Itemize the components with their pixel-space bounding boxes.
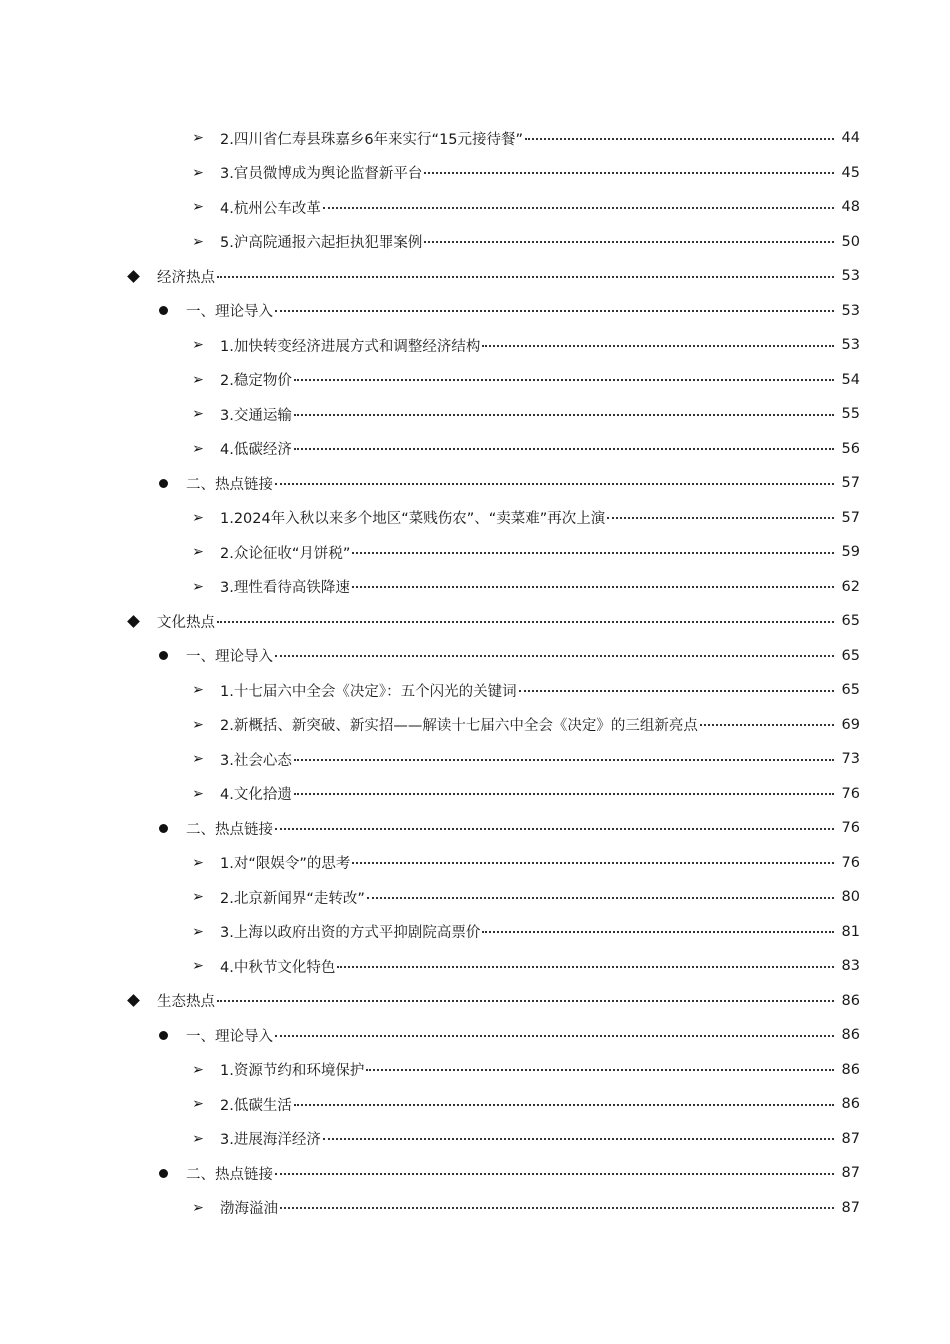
round-bullet-icon (155, 479, 171, 488)
arrow-bullet-icon (190, 510, 206, 526)
toc-entry-line (186, 1163, 836, 1184)
toc-entry-page-number: 87 (841, 1130, 860, 1147)
dot-leader (275, 1034, 834, 1037)
arrow-bullet-icon (190, 855, 206, 871)
toc-entry-title: 1.十七届六中全会《决定》：五个闪光的关键词 (220, 683, 517, 700)
arrow-bullet-icon (190, 441, 206, 457)
arrow-bullet-icon (190, 1131, 206, 1147)
toc-entry-page-number: 76 (841, 854, 860, 871)
toc-entry[interactable] (0, 777, 950, 812)
arrow-glyph: ➢ (192, 509, 204, 526)
toc-entry[interactable] (0, 432, 950, 467)
round-bullet-icon (155, 1031, 171, 1040)
toc-entry-page-number: 76 (841, 820, 860, 837)
toc-entry-line (186, 645, 836, 666)
toc-entry-page-number: 55 (841, 406, 860, 423)
toc-entry[interactable] (0, 915, 950, 950)
toc-entry[interactable] (0, 363, 950, 398)
dot-leader (366, 1068, 834, 1071)
toc-entry-page-number: 53 (841, 337, 860, 354)
toc-entry-title: 3.上海以政府出资的方式平抑剧院高票价 (220, 925, 481, 942)
arrow-bullet-icon (190, 372, 206, 388)
arrow-bullet-icon (190, 924, 206, 940)
table-of-contents (0, 121, 950, 1225)
dot-leader (275, 482, 834, 485)
toc-entry-title: 3.进展海洋经济 (220, 1132, 321, 1149)
dot-shape (159, 1169, 168, 1178)
arrow-bullet-icon (190, 717, 206, 733)
arrow-glyph: ➢ (192, 337, 204, 354)
dot-leader (294, 413, 834, 416)
arrow-bullet-icon (190, 786, 206, 802)
dot-leader (294, 1103, 834, 1106)
arrow-bullet-icon (190, 1200, 206, 1216)
toc-entry-line (186, 1025, 836, 1046)
toc-entry-page-number: 69 (841, 716, 860, 733)
toc-entry[interactable] (0, 984, 950, 1019)
toc-entry-page-number: 44 (841, 130, 860, 147)
toc-entry-page-number: 59 (841, 544, 860, 561)
dot-leader (337, 965, 834, 968)
toc-entry[interactable] (0, 190, 950, 225)
toc-entry-line (220, 1128, 836, 1149)
arrow-glyph: ➢ (192, 923, 204, 940)
dot-leader (294, 792, 834, 795)
toc-entry-page-number: 62 (841, 578, 860, 595)
toc-entry-page-number: 87 (841, 1165, 860, 1182)
toc-entry-line (186, 473, 836, 494)
toc-entry-title: 3.理性看待高铁降速 (220, 580, 350, 597)
dot-leader (424, 171, 834, 174)
toc-entry-line (186, 818, 836, 839)
toc-entry-page-number: 86 (841, 1096, 860, 1113)
dot-leader (323, 206, 834, 209)
toc-entry[interactable] (0, 742, 950, 777)
toc-entry-page-number: 65 (841, 613, 860, 630)
arrow-bullet-icon (190, 1062, 206, 1078)
toc-entry-title: 4.杭州公车改革 (220, 200, 321, 217)
toc-entry-title: 4.低碳经济 (220, 442, 292, 459)
toc-entry[interactable] (0, 466, 950, 501)
arrow-glyph: ➢ (192, 854, 204, 871)
toc-entry-page-number: 86 (841, 992, 860, 1009)
toc-entry-title: 2.稳定物价 (220, 373, 292, 390)
toc-entry-page-number: 86 (841, 1027, 860, 1044)
dot-shape (159, 824, 168, 833)
toc-entry-line (220, 438, 836, 459)
toc-entry-title: 2.新概括、新突破、新实招——解读十七届六中全会《决定》的三组新亮点 (220, 718, 698, 735)
toc-entry[interactable] (0, 949, 950, 984)
dot-leader (424, 240, 834, 243)
toc-entry-line (220, 576, 836, 597)
toc-entry-line (220, 231, 836, 252)
arrow-glyph: ➢ (192, 1199, 204, 1216)
toc-entry-line (220, 749, 836, 770)
toc-entry[interactable] (0, 1191, 950, 1226)
toc-entry-title: 2.四川省仁寿县珠嘉乡6年来实行“15元接待餐” (220, 131, 524, 148)
toc-entry-title: 1.加快转变经济进展方式和调整经济结构 (220, 338, 481, 355)
toc-entry-title: 2.众论征收“月饼税” (220, 545, 351, 562)
toc-entry-page-number: 81 (841, 923, 860, 940)
toc-entry-line (186, 300, 836, 321)
toc-entry-line (220, 335, 836, 356)
toc-entry-title: 4.文化拾遗 (220, 787, 292, 804)
toc-entry-title: 生态热点 (157, 994, 215, 1011)
round-bullet-icon (155, 824, 171, 833)
toc-entry-line (220, 162, 836, 183)
dot-leader (519, 689, 834, 692)
toc-entry[interactable] (0, 328, 950, 363)
toc-entry[interactable] (0, 811, 950, 846)
toc-entry-line (220, 507, 836, 528)
arrow-glyph: ➢ (192, 371, 204, 388)
dot-leader (280, 1206, 834, 1209)
toc-entry-page-number: 65 (841, 682, 860, 699)
toc-entry[interactable] (0, 846, 950, 881)
toc-entry-title: 一、理论导入 (186, 304, 273, 321)
toc-entry[interactable] (0, 604, 950, 639)
toc-entry-title: 二、热点链接 (186, 1166, 273, 1183)
toc-entry-title: 一、理论导入 (186, 649, 273, 666)
toc-entry[interactable] (0, 535, 950, 570)
arrow-glyph: ➢ (192, 889, 204, 906)
dot-leader (275, 654, 834, 657)
dot-leader (294, 378, 834, 381)
toc-entry-title: 5.沪高院通报六起拒执犯罪案例 (220, 235, 423, 252)
toc-entry-line (157, 990, 836, 1011)
diamond-bullet-icon (125, 272, 141, 281)
toc-entry-page-number: 57 (841, 475, 860, 492)
toc-entry-page-number: 53 (841, 268, 860, 285)
dot-leader (607, 516, 834, 519)
toc-entry[interactable] (0, 225, 950, 260)
dot-leader (217, 275, 834, 278)
arrow-glyph: ➢ (192, 164, 204, 181)
toc-entry-line (157, 266, 836, 287)
toc-entry[interactable] (0, 1156, 950, 1191)
toc-entry-line (220, 956, 836, 977)
toc-entry-title: 3.交通运输 (220, 407, 292, 424)
dot-shape (159, 1031, 168, 1040)
round-bullet-icon (155, 306, 171, 315)
dot-leader (275, 827, 834, 830)
dot-leader (352, 861, 834, 864)
toc-entry-page-number: 50 (841, 233, 860, 250)
toc-entry-page-number: 53 (841, 302, 860, 319)
toc-entry-line (220, 714, 836, 735)
arrow-glyph: ➢ (192, 199, 204, 216)
arrow-glyph: ➢ (192, 751, 204, 768)
toc-entry-title: 一、理论导入 (186, 1028, 273, 1045)
arrow-bullet-icon (190, 165, 206, 181)
toc-entry-page-number: 57 (841, 509, 860, 526)
round-bullet-icon (155, 1169, 171, 1178)
toc-entry-line (220, 1197, 836, 1218)
toc-entry-page-number: 54 (841, 371, 860, 388)
arrow-bullet-icon (190, 751, 206, 767)
arrow-bullet-icon (190, 544, 206, 560)
dot-leader (352, 551, 834, 554)
toc-entry-title: 渤海溢油 (220, 1201, 278, 1218)
toc-entry[interactable] (0, 294, 950, 329)
toc-entry-title: 1.资源节约和环境保护 (220, 1063, 365, 1080)
toc-entry-page-number: 76 (841, 785, 860, 802)
dot-leader (294, 447, 834, 450)
toc-entry-title: 1.2024年入秋以来多个地区“菜贱伤农”、“卖菜难”再次上演 (220, 511, 606, 528)
dot-leader (323, 1137, 834, 1140)
toc-entry-title: 4.中秋节文化特色 (220, 959, 336, 976)
toc-entry[interactable] (0, 708, 950, 743)
diamond-bullet-icon (125, 996, 141, 1005)
toc-entry-line (220, 852, 836, 873)
toc-entry-title: 二、热点链接 (186, 476, 273, 493)
arrow-bullet-icon (190, 889, 206, 905)
dot-leader (367, 896, 834, 899)
arrow-glyph: ➢ (192, 578, 204, 595)
dot-leader (294, 758, 834, 761)
toc-entry-page-number: 83 (841, 958, 860, 975)
dot-shape (159, 306, 168, 315)
arrow-glyph: ➢ (192, 544, 204, 561)
toc-entry-page-number: 80 (841, 889, 860, 906)
toc-entry-line (220, 404, 836, 425)
dot-leader (275, 1172, 834, 1175)
arrow-bullet-icon (190, 199, 206, 215)
toc-entry-page-number: 65 (841, 647, 860, 664)
toc-entry-line (220, 783, 836, 804)
toc-entry[interactable] (0, 673, 950, 708)
toc-entry[interactable] (0, 259, 950, 294)
arrow-glyph: ➢ (192, 1130, 204, 1147)
toc-entry[interactable] (0, 397, 950, 432)
arrow-glyph: ➢ (192, 958, 204, 975)
toc-entry-line (220, 1094, 836, 1115)
toc-entry[interactable] (0, 121, 950, 156)
toc-entry-page-number: 48 (841, 199, 860, 216)
dot-leader (700, 723, 834, 726)
toc-entry-line (220, 887, 836, 908)
dot-leader (525, 137, 834, 140)
arrow-glyph: ➢ (192, 130, 204, 147)
dot-leader (275, 309, 834, 312)
dot-leader (482, 344, 834, 347)
arrow-glyph: ➢ (192, 440, 204, 457)
dot-leader (217, 620, 834, 623)
toc-entry-line (220, 1059, 836, 1080)
toc-entry-title: 二、热点链接 (186, 821, 273, 838)
toc-entry-title: 3.官员微博成为舆论监督新平台 (220, 166, 423, 183)
toc-entry-line (220, 369, 836, 390)
arrow-bullet-icon (190, 579, 206, 595)
dot-leader (352, 585, 834, 588)
arrow-bullet-icon (190, 958, 206, 974)
dot-leader (217, 999, 834, 1002)
toc-entry-line (220, 128, 836, 149)
toc-entry-page-number: 56 (841, 440, 860, 457)
arrow-bullet-icon (190, 234, 206, 250)
toc-entry[interactable] (0, 1053, 950, 1088)
toc-entry-title: 3.社会心态 (220, 752, 292, 769)
round-bullet-icon (155, 651, 171, 660)
toc-entry-page-number: 86 (841, 1061, 860, 1078)
arrow-bullet-icon (190, 1096, 206, 1112)
toc-entry-title: 2.北京新闻界“走转改” (220, 890, 365, 907)
toc-entry-line (220, 542, 836, 563)
diamond-shape (127, 615, 140, 628)
arrow-bullet-icon (190, 682, 206, 698)
toc-entry[interactable] (0, 570, 950, 605)
toc-entry[interactable] (0, 880, 950, 915)
toc-entry-line (220, 197, 836, 218)
diamond-shape (127, 994, 140, 1007)
toc-entry-page-number: 45 (841, 164, 860, 181)
arrow-bullet-icon (190, 130, 206, 146)
toc-entry[interactable] (0, 1122, 950, 1157)
arrow-glyph: ➢ (192, 1061, 204, 1078)
toc-entry-line (220, 680, 836, 701)
arrow-glyph: ➢ (192, 682, 204, 699)
dot-shape (159, 479, 168, 488)
arrow-glyph: ➢ (192, 1096, 204, 1113)
toc-entry-title: 经济热点 (157, 269, 215, 286)
toc-entry-title: 1.对“限娱令”的思考 (220, 856, 351, 873)
toc-entry[interactable] (0, 1087, 950, 1122)
toc-entry[interactable] (0, 501, 950, 536)
dot-leader (482, 930, 834, 933)
toc-entry[interactable] (0, 1018, 950, 1053)
arrow-bullet-icon (190, 406, 206, 422)
arrow-glyph: ➢ (192, 716, 204, 733)
toc-entry-page-number: 87 (841, 1199, 860, 1216)
toc-entry-title: 2.低碳生活 (220, 1097, 292, 1114)
dot-shape (159, 651, 168, 660)
toc-entry-line (157, 611, 836, 632)
arrow-glyph: ➢ (192, 233, 204, 250)
arrow-bullet-icon (190, 337, 206, 353)
toc-entry[interactable] (0, 639, 950, 674)
diamond-bullet-icon (125, 617, 141, 626)
diamond-shape (127, 270, 140, 283)
arrow-glyph: ➢ (192, 785, 204, 802)
arrow-glyph: ➢ (192, 406, 204, 423)
toc-entry[interactable] (0, 156, 950, 191)
toc-entry-title: 文化热点 (157, 614, 215, 631)
toc-entry-line (220, 921, 836, 942)
toc-entry-page-number: 73 (841, 751, 860, 768)
